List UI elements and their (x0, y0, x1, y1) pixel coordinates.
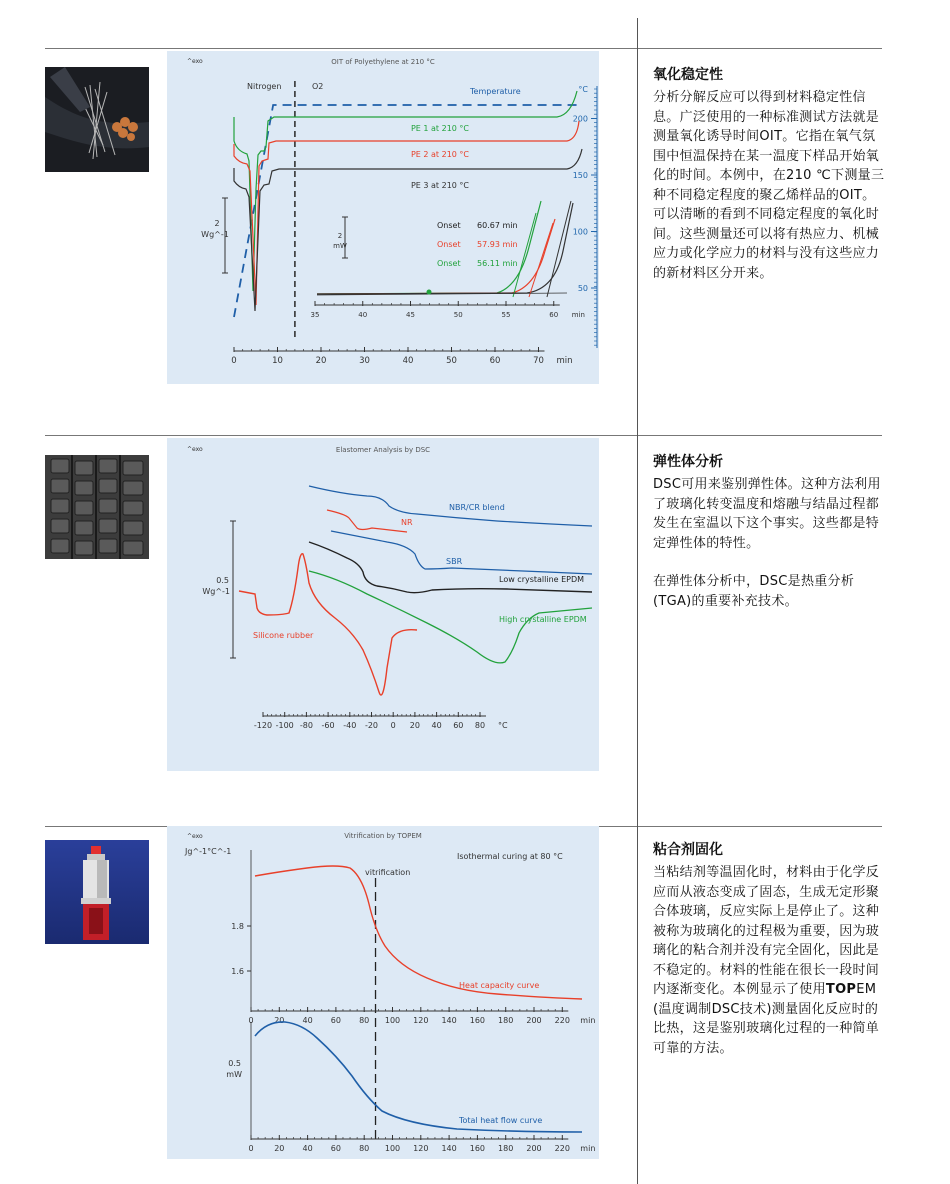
low-crystalline-epdm-label: Low crystalline EPDM (499, 575, 585, 584)
inset-x-axis-tick-label: 55 (501, 311, 511, 319)
y-scale-value: 2 (214, 219, 220, 228)
x-axis-tick-label: 10 (272, 356, 283, 366)
heat-capacity-label: Heat capacity curve (459, 981, 540, 990)
x-axis-unit: min (556, 356, 573, 366)
temperature-label: Temperature (470, 87, 521, 96)
bottom-x-axis-tick-label: 140 (441, 1144, 457, 1153)
x-axis-unit: °C (498, 721, 508, 730)
bottom-x-axis-unit: min (580, 1144, 596, 1153)
x-axis-tick-label: 40 (431, 721, 442, 730)
region-label-nitrogen: Nitrogen (247, 82, 282, 91)
region-label-o2: O2 (312, 82, 324, 91)
bottom-x-axis-tick-label: 120 (413, 1144, 429, 1153)
bottom-x-axis-tick-label: 160 (469, 1144, 486, 1153)
x-axis-tick-label: 40 (402, 356, 414, 366)
bottom-y-scale-unit: mW (226, 1070, 242, 1079)
section-divider-2 (45, 435, 882, 436)
onset-label: Onset (437, 259, 461, 268)
top-x-axis-tick-label: 140 (441, 1016, 457, 1025)
onset-value: 56.11 min (477, 259, 518, 268)
top-x-axis-tick-label: 200 (526, 1016, 542, 1025)
top-x-axis-tick-label: 160 (469, 1016, 486, 1025)
inset-marker (427, 290, 432, 295)
x-axis-tick-label: -120 (253, 721, 273, 730)
nbr-cr-label: NBR/CR blend (449, 503, 505, 512)
heading-elastomer: 弹性体分析 (653, 454, 723, 470)
paragraph-adhesive (653, 863, 888, 1058)
cable-photo (45, 67, 149, 172)
sbr-curve (331, 531, 592, 574)
pe1-label: PE 1 at 210 °C (410, 124, 470, 133)
nr-curve (327, 510, 407, 532)
isothermal-annotation: Isothermal curing at 80 °C (457, 852, 563, 861)
x-axis-tick-label: 0 (231, 356, 237, 366)
right-axis-tick-label: 100 (572, 227, 588, 237)
bottom-x-axis-tick-label: 0 (248, 1144, 254, 1153)
right-axis-tick-label: 50 (577, 284, 588, 293)
section-adhesive-text (653, 841, 888, 1058)
exo-label: ^exo (187, 833, 203, 840)
elastomer-chart (167, 438, 599, 771)
top-x-axis-tick-label: 80 (359, 1016, 370, 1025)
bottom-x-axis-tick-label: 220 (554, 1144, 570, 1153)
top-x-axis-unit: min (580, 1016, 596, 1025)
bottom-x-axis-tick-label: 180 (498, 1144, 514, 1153)
right-axis-unit: °C (578, 85, 588, 94)
pe2-curve (234, 121, 579, 305)
pe1-curve (234, 91, 577, 291)
x-axis-tick-label: -40 (343, 721, 357, 730)
x-axis-tick-label: -80 (299, 721, 313, 730)
paragraph-adhesive-part1: 当粘结剂等温固化时，材料由于化学反应而从液态变成了固态，生成无定形聚合体玻璃，反应实际上是停止了。这种被称为玻璃化的过程极为重要，因为玻璃化的粘合剂并没有完全固化，因此是不稳定的。材料的性能在很长一段时间内逐渐变化。本例显示了使用 (653, 865, 880, 997)
inset-x-axis-tick-label: 40 (358, 311, 368, 319)
bottom-x-axis-tick-label: 40 (302, 1144, 313, 1153)
heading-oxidation: 氧化稳定性 (653, 67, 723, 83)
right-axis-tick-label: 200 (572, 114, 588, 124)
onset-label: Onset (437, 221, 461, 230)
exo-label: ^exo (187, 446, 203, 453)
total-heat-flow-label: Total heat flow curve (459, 1116, 543, 1125)
inset-x-axis-tick-label: 35 (310, 311, 320, 319)
bottom-x-axis-tick-label: 20 (274, 1144, 285, 1153)
high-crystalline-epdm-label: High crystalline EPDM (499, 615, 587, 624)
x-axis-tick-label: 70 (533, 356, 544, 366)
onset-value: 57.93 min (477, 240, 518, 249)
silicone-rubber-label: Silicone rubber (253, 631, 314, 640)
x-axis-tick-label: -60 (321, 721, 335, 730)
x-axis-tick-label: 60 (453, 721, 464, 730)
chart-title: OIT of Polyethylene at 210 °C (331, 58, 435, 66)
low-crystalline-epdm-curve (309, 542, 592, 593)
y-scale-unit: Wg^-1 (202, 587, 230, 596)
inset-x-axis-tick-label: 45 (406, 311, 415, 319)
inset-y-scale-value: 2 (337, 232, 343, 240)
top-x-axis-tick-label: 20 (274, 1016, 285, 1025)
top-y-label: Jg^-1°C^-1 (185, 847, 232, 856)
y-scale-value: 0.5 (216, 576, 229, 585)
paragraph-elastomer-1: DSC可用来鉴别弹性体。这种方法利用了玻璃化转变温度和熔融与结晶过程都发生在室温以下这个事实。这些都是特定弹性体的特性。 (653, 477, 881, 551)
onset-label: Onset (437, 240, 461, 249)
sbr-label: SBR (446, 557, 463, 566)
pe3-curve (234, 149, 582, 311)
heat-capacity-curve (255, 866, 582, 999)
bottom-x-axis-tick-label: 80 (359, 1144, 370, 1153)
nr-label: NR (401, 518, 413, 527)
top-y-tick-label: 1.8 (231, 922, 244, 931)
bottom-x-axis-tick-label: 100 (384, 1144, 401, 1153)
column-divider (637, 18, 638, 1184)
x-axis-tick-label: -100 (275, 721, 294, 730)
x-axis-tick-label: 20 (315, 356, 327, 366)
vitrification-label: vitrification (365, 868, 411, 877)
top-x-axis-tick-label: 120 (413, 1016, 429, 1025)
paragraph-oxidation: 分析分解反应可以得到材料稳定性信息。广泛使用的一种标准测试方法就是测量氧化诱导时间OIT。它指在氧气氛围中恒温保持在某一温度下样品开始氧化的时间。本例中，在210 ℃下测量三种不同稳定程度的聚乙烯样品的OIT。可以清晰的看到不同稳定程度的氧化时间。这些测量还可以将有热应力、机械应力或化学应力的材料与没有这些应力的新材料区分开来。 (653, 90, 885, 281)
chart-title: Elastomer Analysis by DSC (335, 446, 431, 454)
inset-y-scale-unit: mW (333, 242, 347, 250)
right-axis-tick-label: 150 (572, 171, 588, 180)
x-axis-tick-label: 50 (446, 356, 457, 366)
x-axis-tick-label: 20 (409, 721, 420, 730)
top-x-axis-tick-label: 180 (498, 1016, 514, 1025)
bottom-y-scale-value: 0.5 (228, 1059, 241, 1068)
adhesive-cartridge-photo (45, 840, 149, 944)
x-axis-tick-label: -20 (364, 721, 379, 730)
inset-x-axis-tick-label: 50 (453, 311, 463, 319)
topem-brand-bold: TOP (825, 982, 857, 997)
inset-pe2-curve (317, 219, 555, 294)
section-divider-1 (45, 48, 882, 49)
oit-chart (167, 51, 599, 384)
top-x-axis-tick-label: 60 (330, 1016, 341, 1025)
bottom-x-axis-tick-label: 60 (330, 1144, 341, 1153)
exo-label: ^exo (187, 58, 203, 65)
pe2-label: PE 2 at 210 °C (410, 150, 470, 159)
tire-photo (45, 455, 149, 559)
vitrification-chart (167, 826, 599, 1159)
chart-title: Vitrification by TOPEM (344, 832, 422, 840)
top-x-axis-tick-label: 0 (248, 1016, 254, 1025)
section-elastomer-text (653, 453, 888, 611)
x-axis-tick-label: 60 (489, 356, 501, 366)
y-scale-unit: Wg^-1 (201, 230, 229, 239)
top-x-axis-tick-label: 220 (554, 1016, 570, 1025)
paragraph-elastomer-2: 在弹性体分析中，DSC是热重分析(TGA)的重要补充技术。 (653, 574, 855, 609)
silicone-rubber-curve (239, 554, 417, 695)
onset-value: 60.67 min (477, 221, 518, 230)
top-x-axis-tick-label: 100 (384, 1016, 401, 1025)
section-oxidation-text (653, 66, 888, 283)
pe3-label: PE 3 at 210 °C (410, 181, 470, 190)
top-y-tick-label: 1.6 (231, 967, 244, 976)
heading-adhesive: 粘合剂固化 (653, 842, 723, 858)
paragraph-adhesive-part2: EM (温度调制DSC技术)测量固化反应时的比热，这是鉴别玻璃化过程的一种简单可靠的方法。 (653, 982, 880, 1056)
x-axis-tick-label: 80 (474, 721, 486, 730)
bottom-x-axis-tick-label: 200 (526, 1144, 542, 1153)
inset-x-axis-tick-label: 60 (549, 311, 559, 319)
x-axis-tick-label: 30 (359, 356, 370, 366)
x-axis-tick-label: 0 (390, 721, 396, 730)
inset-pe3-tangent (547, 201, 571, 297)
inset-x-axis-unit: min (571, 311, 585, 319)
top-x-axis-tick-label: 40 (302, 1016, 313, 1025)
